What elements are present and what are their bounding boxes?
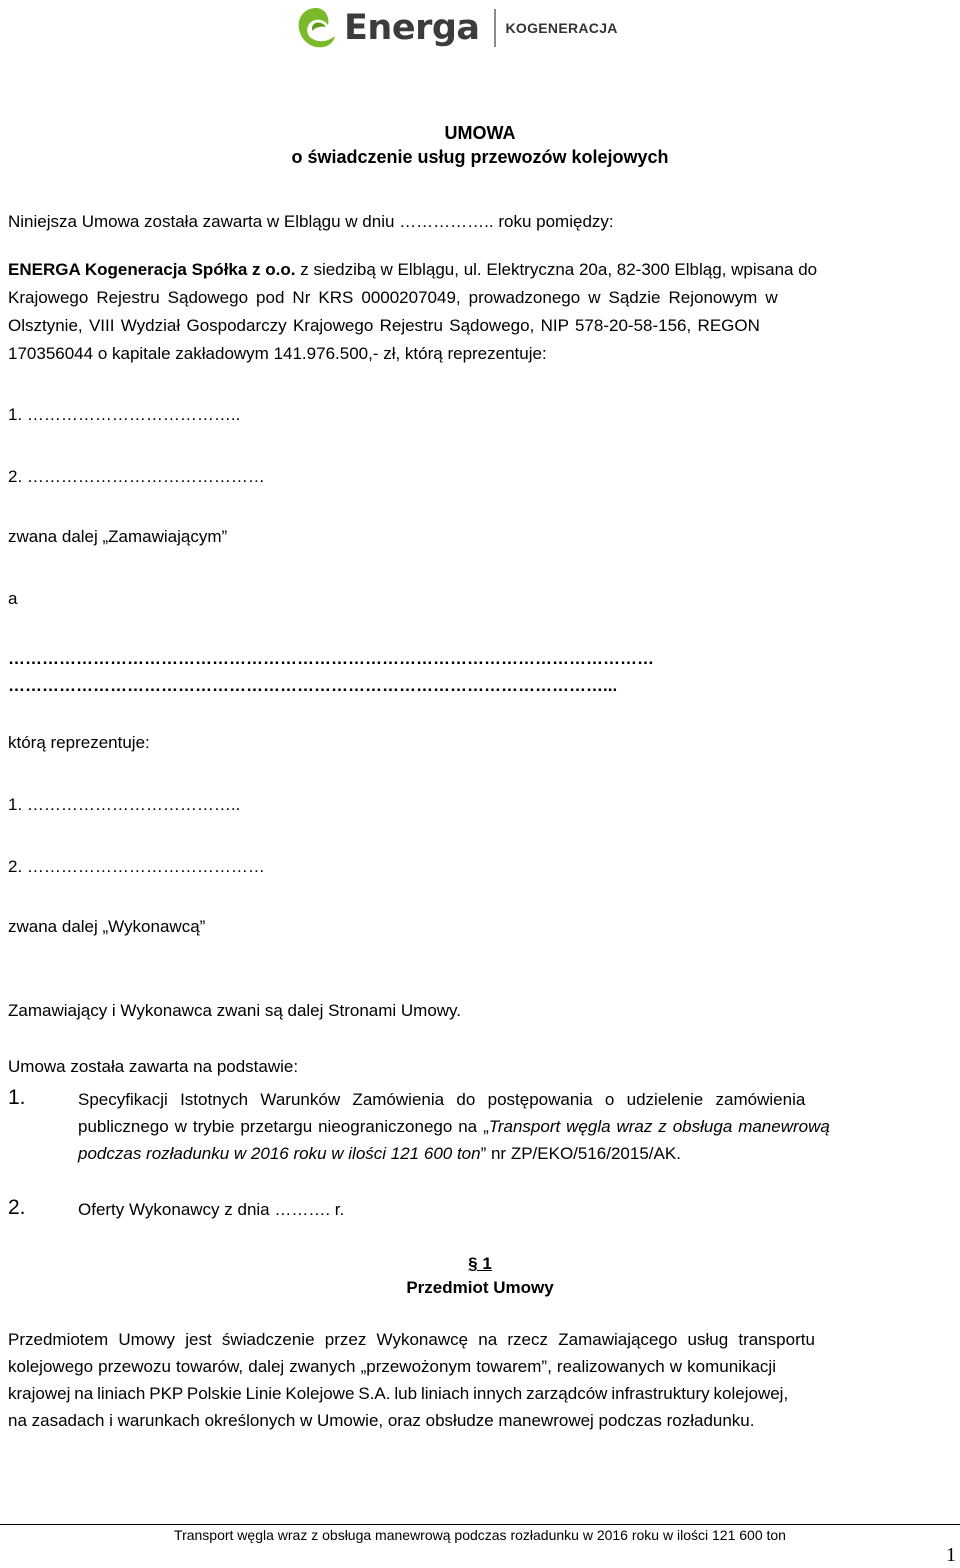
page-number: 1 <box>946 1544 956 1566</box>
section-sign: § 1 <box>468 1254 492 1273</box>
called-zamawiajacy: zwana dalej „Zamawiającym” <box>8 527 228 546</box>
tender-reference: ” nr ZP/EKO/516/2015/AK. <box>480 1144 681 1163</box>
document-subtitle: o świadczenie usług przewozów kolejowych <box>291 147 669 167</box>
tender-title-part1: Transport węgla wraz z obsługa manewrową <box>488 1117 830 1136</box>
logo-subtitle: KOGENERACJA <box>505 20 618 36</box>
conjunction-a: a <box>8 589 18 608</box>
rep2-label: którą reprezentuje: <box>8 733 150 752</box>
basis-number-1: 1. <box>8 1086 26 1109</box>
tender-title-part2: podczas rozładunku w 2016 roku w ilości 121 600 ton <box>78 1144 481 1163</box>
contractor-dots-line2: ……………………………………………………………………………………………... <box>8 676 618 695</box>
rep2-item2: 2. …………………………………… <box>8 857 265 876</box>
subject-line1: Przedmiotem Umowy jest świadczenie przez Wykonawcę na rzecz Zamawiającego usług transportu <box>8 1330 815 1349</box>
energa-logo <box>296 4 618 52</box>
document-title: UMOWA <box>444 123 516 143</box>
party1-line4: 170356044 o kapitale zakładowym 141.976.500,- zł, którą reprezentuje: <box>8 344 547 363</box>
rep1-item2: 2. …………………………………… <box>8 467 265 486</box>
party1-address: z siedzibą w Elblągu, ul. Elektryczna 20a, 82-300 Elbląg, wpisana do <box>295 260 818 279</box>
basis-item1-line1: Specyfikacji Istotnych Warunków Zamówienia do postępowania o udzielenie zamówienia <box>78 1090 806 1109</box>
footer-text: Transport węgla wraz z obsługa manewrową podczas rozładunku w 2016 roku w ilości 121 600 ton <box>174 1527 786 1543</box>
basis-item1-line2 <box>78 1117 830 1137</box>
party1-line2: Krajowego Rejestru Sądowego pod Nr KRS 0000207049, prowadzonego w Sądzie Rejonowym w <box>8 288 778 307</box>
basis-label: Umowa została zawarta na podstawie: <box>8 1057 299 1076</box>
intro-line: Niniejsza Umowa została zawarta w Elblągu w dniu …………….. roku pomiędzy: <box>8 212 614 231</box>
contractor-dots-line1: …………………………………………………………………………………………………… <box>8 649 654 668</box>
basis-item2: Oferty Wykonawcy z dnia ………. r. <box>78 1200 345 1219</box>
rep2-item1: 1. ……………………………….. <box>8 795 241 814</box>
party1-name: ENERGA Kogeneracja Spółka z o.o. <box>8 260 296 279</box>
subject-line3: krajowej na liniach PKP Polskie Linie Kolejowe S.A. lub liniach innych zarządców infrastruktury kolejowej, <box>8 1384 789 1403</box>
parties-sentence: Zamawiający i Wykonawca zwani są dalej Stronami Umowy. <box>8 1001 462 1020</box>
subject-line2: kolejowego przewozu towarów, dalej zwanych „przewożonym towarem”, realizowanych w komunikacji <box>8 1357 776 1376</box>
basis-item1-line3 <box>78 1144 681 1164</box>
subject-line4: na zasadach i warunkach określonych w Umowie, oraz obsłudze manewrowej podczas rozładunku. <box>8 1411 755 1430</box>
section-title: Przedmiot Umowy <box>406 1278 554 1297</box>
footer-divider <box>0 1524 960 1525</box>
logo-wordmark: Energa <box>344 8 480 48</box>
party1-line1 <box>8 260 817 280</box>
section-number <box>0 1252 960 1276</box>
rep1-item1: 1. ……………………………….. <box>8 405 241 424</box>
logo-divider <box>494 9 496 47</box>
basis-number-2: 2. <box>8 1196 26 1219</box>
energa-leaf-icon <box>296 5 336 51</box>
party1-line3: Olsztynie, VIII Wydział Gospodarczy Krajowego Rejestru Sądowego, NIP 578-20-58-156, REGON <box>8 316 760 335</box>
called-wykonawca: zwana dalej „Wykonawcą” <box>8 917 206 936</box>
basis-item1-prefix: publicznego w trybie przetargu nieograniczonego na „ <box>78 1117 489 1136</box>
